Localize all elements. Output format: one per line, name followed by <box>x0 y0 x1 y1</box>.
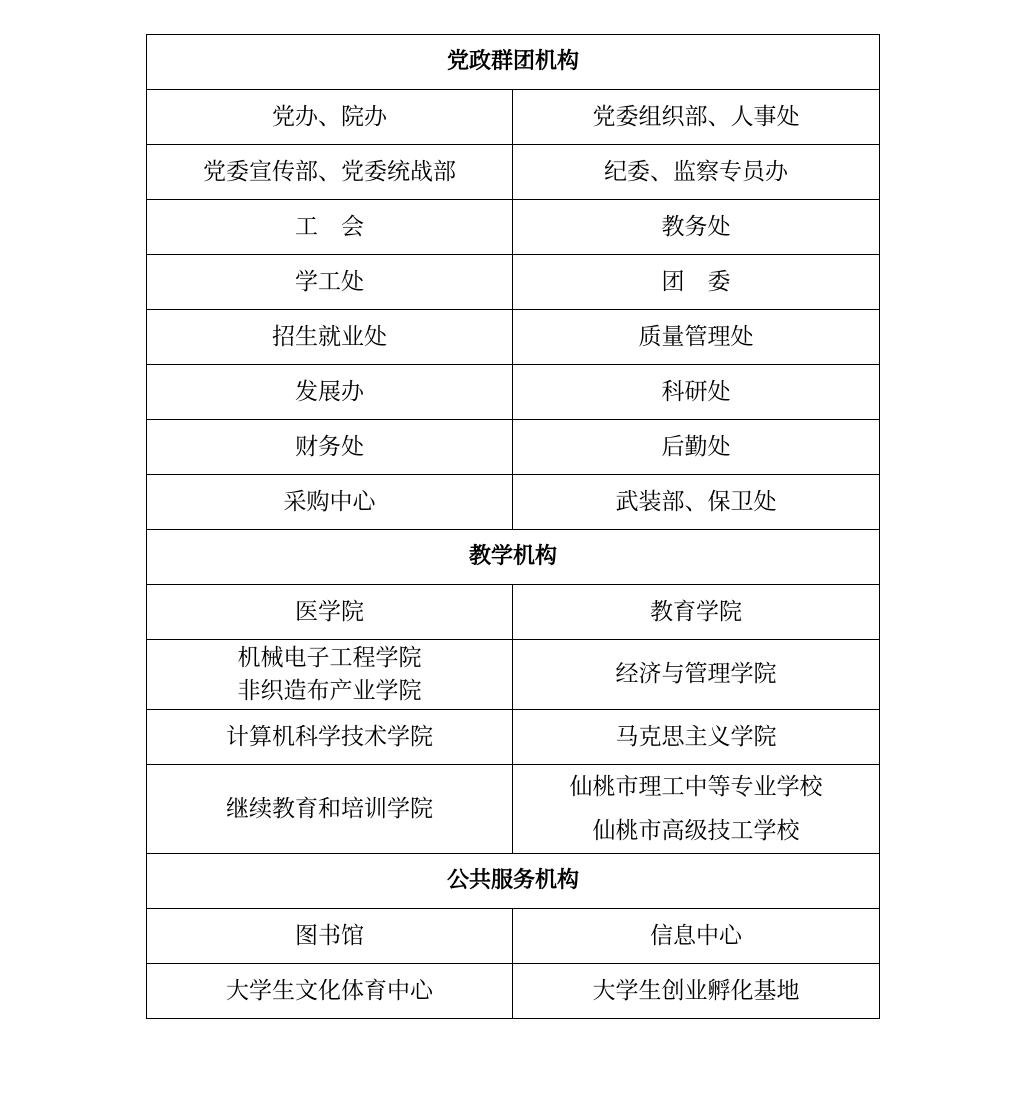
table-row <box>147 420 880 475</box>
table-cell: 党委组织部、人事处 <box>513 90 880 145</box>
table-cell: 医学院 <box>147 585 513 640</box>
section-title-public-service: 公共服务机构 <box>147 854 880 909</box>
table-cell: 质量管理处 <box>513 310 880 365</box>
table-row <box>147 710 880 765</box>
table-cell: 招生就业处 <box>147 310 513 365</box>
table-row <box>147 640 880 710</box>
cell-line: 仙桃市理工中等专业学校 <box>569 774 823 800</box>
table-row <box>147 964 880 1019</box>
table-cell: 大学生创业孵化基地 <box>513 964 880 1019</box>
table-cell: 学工处 <box>147 255 513 310</box>
table-row <box>147 310 880 365</box>
table-cell: 图书馆 <box>147 909 513 964</box>
table-cell: 采购中心 <box>147 475 513 530</box>
table-row <box>147 200 880 255</box>
table-cell: 财务处 <box>147 420 513 475</box>
section-title-teaching: 教学机构 <box>147 530 880 585</box>
table-row <box>147 90 880 145</box>
table-cell: 团 委 <box>513 255 880 310</box>
table-cell: 继续教育和培训学院 <box>147 765 513 854</box>
cell-line: 机械电子工程学院 <box>237 644 422 671</box>
table-row <box>147 255 880 310</box>
table-cell: 武装部、保卫处 <box>513 475 880 530</box>
table-cell: 大学生文化体育中心 <box>147 964 513 1019</box>
table-cell: 马克思主义学院 <box>513 710 880 765</box>
cell-line: 非织造布产业学院 <box>237 677 422 704</box>
table-cell: 发展办 <box>147 365 513 420</box>
table-row <box>147 909 880 964</box>
organization-table <box>146 34 880 1019</box>
cell-line: 仙桃市高级技工学校 <box>592 818 800 844</box>
table-cell: 后勤处 <box>513 420 880 475</box>
section-header-row <box>147 530 880 585</box>
table-cell: 计算机科学技术学院 <box>147 710 513 765</box>
table-row <box>147 585 880 640</box>
section-header-row <box>147 854 880 909</box>
table-row <box>147 475 880 530</box>
table-cell: 工 会 <box>147 200 513 255</box>
section-header-row <box>147 35 880 90</box>
table-row <box>147 365 880 420</box>
table-cell: 党委宣传部、党委统战部 <box>147 145 513 200</box>
table-cell: 教育学院 <box>513 585 880 640</box>
table-cell: 教务处 <box>513 200 880 255</box>
table-row <box>147 145 880 200</box>
table-cell <box>513 765 880 854</box>
table-cell: 党办、院办 <box>147 90 513 145</box>
table-cell <box>147 640 513 710</box>
table-cell: 纪委、监察专员办 <box>513 145 880 200</box>
table-cell: 信息中心 <box>513 909 880 964</box>
table-row <box>147 765 880 854</box>
section-title-party-government: 党政群团机构 <box>147 35 880 90</box>
table-cell: 经济与管理学院 <box>513 640 880 710</box>
table-cell: 科研处 <box>513 365 880 420</box>
